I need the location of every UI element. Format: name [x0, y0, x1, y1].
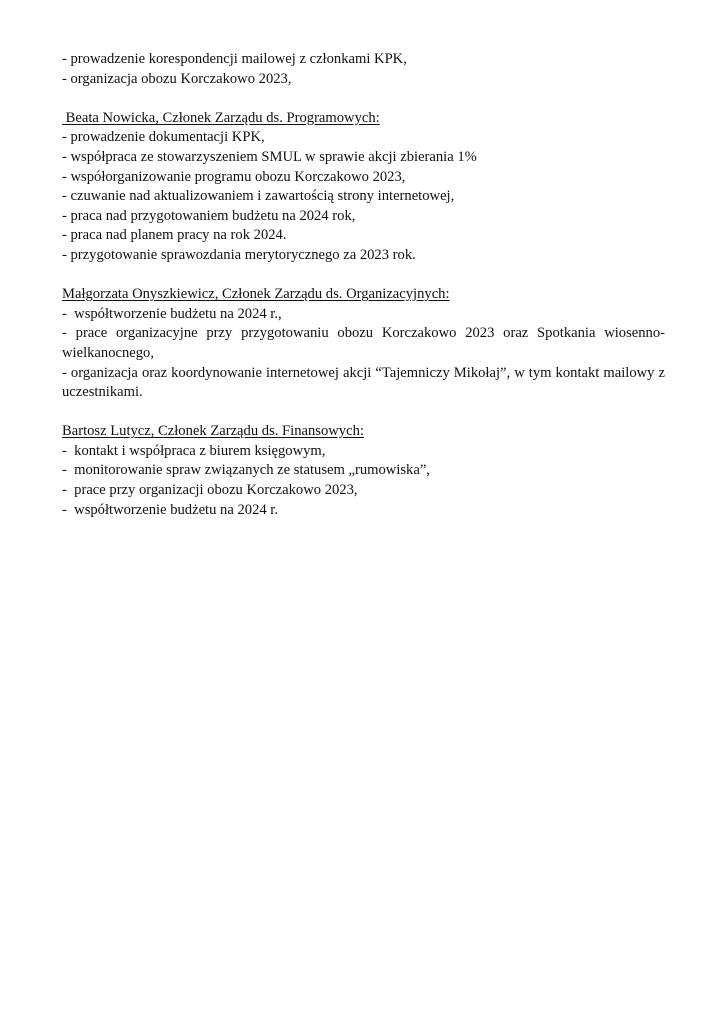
section-organizacyjne [62, 285, 665, 403]
list-item: - monitorowanie spraw związanych ze statusem „rumowiska”, [62, 462, 430, 479]
list-item: - organizacja oraz koordynowanie internetowej akcji “Tajemniczy Mikołaj”, w tym kontakt mailowy z uczestnikami. [62, 364, 665, 401]
list-item: - czuwanie nad aktualizowaniem i zawartością strony internetowej, [62, 188, 455, 205]
list-item: - prace organizacyjne przy przygotowaniu obozu Korczakowo 2023 oraz Spotkania wiosenno-wielkanocnego, [62, 325, 665, 361]
section-heading: Małgorzata Onyszkiewicz, Członek Zarządu ds. Organizacyjnych: [62, 286, 450, 303]
spacer [62, 403, 665, 423]
section-heading: Beata Nowicka, Członek Zarządu ds. Programowych: [62, 109, 380, 126]
list-item: - współtworzenie budżetu na 2024 r., [62, 305, 282, 322]
document-page [62, 50, 665, 520]
list-item: - organizacja obozu Korczakowo 2023, [62, 70, 292, 87]
section-finansowe [62, 422, 665, 520]
list-item: - współtworzenie budżetu na 2024 r. [62, 501, 279, 518]
section-programowe [62, 109, 665, 266]
list-item: - praca nad planem pracy na rok 2024. [62, 227, 287, 244]
list-item: - prowadzenie korespondencji mailowej z członkami KPK, [62, 51, 407, 67]
spacer [62, 266, 665, 286]
intro-list [62, 50, 665, 89]
list-item: - przygotowanie sprawozdania merytorycznego za 2023 rok. [62, 246, 416, 263]
section-heading: Bartosz Lutycz, Członek Zarządu ds. Finansowych: [62, 423, 364, 440]
list-item: - praca nad przygotowaniem budżetu na 2024 rok, [62, 207, 356, 224]
spacer [62, 89, 665, 109]
list-item: - kontakt i współpraca z biurem księgowym, [62, 442, 326, 459]
list-item: - współpraca ze stowarzyszeniem SMUL w sprawie akcji zbierania 1% [62, 148, 477, 165]
list-item: - prace przy organizacji obozu Korczakowo 2023, [62, 482, 358, 499]
list-item: - prowadzenie dokumentacji KPK, [62, 129, 265, 146]
list-item: - współorganizowanie programu obozu Korczakowo 2023, [62, 168, 406, 185]
